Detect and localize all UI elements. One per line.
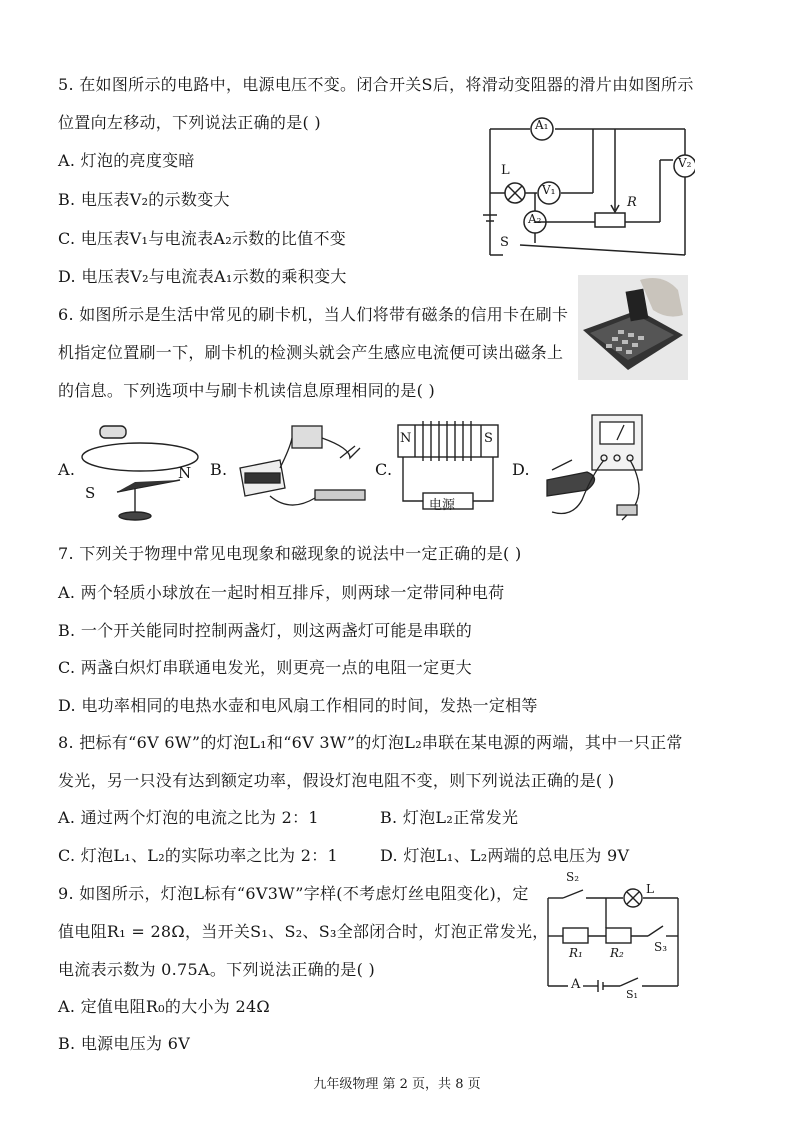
q9-stem-line2: 值电阻R₁ = 28Ω，当开关S₁、S₂、S₃全部闭合时，灯泡正常发光，	[58, 922, 549, 941]
q7-option-a: A. 两个轻质小球放在一起时相互排斥，则两球一定带同种电荷	[58, 583, 505, 602]
voltmeter-v2-label: V₂	[678, 156, 692, 170]
switch-s-label: S	[500, 235, 509, 250]
q9-switch-s2-label: S₂	[566, 870, 580, 884]
q7-option-d: D. 电功率相同的电热水壶和电风扇工作相同的时间，发热一定相等	[58, 696, 538, 715]
q9-switch-s3-label: S₃	[654, 940, 668, 954]
rheostat-r-label: R	[627, 195, 637, 210]
q6-stem-line3: 的信息。下列选项中与刷卡机读信息原理相同的是( )	[58, 381, 436, 400]
q7-option-b: B. 一个开关能同时控制两盏灯，则这两盏灯可能是串联的	[58, 621, 473, 640]
q9-r1-label: R₁	[569, 946, 583, 960]
q7-option-c: C. 两盏白炽灯串联通电发光，则更亮一点的电阻一定更大	[58, 658, 472, 677]
page-footer: 九年级物理 第 2 页，共 8 页	[313, 1077, 481, 1092]
q6a-n-label: N	[178, 464, 192, 482]
q8-option-c: C. 灯泡L₁、L₂的实际功率之比为 2：1	[58, 846, 338, 865]
ammeter-a1-label: A₁	[535, 118, 549, 132]
ammeter-a2-label: A₂	[528, 212, 542, 226]
q5-option-a: A. 灯泡的亮度变暗	[58, 151, 195, 170]
q8-stem-line1: 8. 把标有“6V 6W”的灯泡L₁和“6V 3W”的灯泡L₂串联在某电源的两端，其中一只正常	[58, 733, 683, 752]
q6-figure-d-generator	[532, 410, 657, 525]
q6-choice-c: C.	[375, 460, 393, 479]
voltmeter-v1-label: V₁	[542, 183, 556, 197]
q9-lamp-l-label: L	[646, 882, 654, 896]
q5-stem-line1: 5. 在如图所示的电路中，电源电压不变。闭合开关S后，将滑动变阻器的滑片由如图所示	[58, 75, 694, 94]
q6c-power-source-label: 电源	[429, 498, 456, 513]
q7-stem: 7. 下列关于物理中常见电现象和磁现象的说法中一定正确的是( )	[58, 544, 522, 563]
q5-option-c: C. 电压表V₁与电流表A₂示数的比值不变	[58, 229, 347, 248]
q9-switch-s1-label: S₁	[626, 988, 638, 1001]
q8-option-a: A. 通过两个灯泡的电流之比为 2：1	[58, 808, 319, 827]
q6a-s-label: S	[85, 484, 96, 502]
q9-stem-line3: 电流表示数为 0.75A。下列说法正确的是( )	[58, 960, 376, 979]
q6c-s-label: S	[484, 431, 493, 446]
q5-option-b: B. 电压表V₂的示数变大	[58, 190, 230, 209]
q5-circuit-diagram	[475, 115, 695, 267]
q9-r2-label: R₂	[610, 946, 624, 960]
q6c-n-label: N	[400, 431, 412, 446]
q9-option-a: A. 定值电阻R₀的大小为 24Ω	[58, 997, 270, 1016]
q6-figure-b-motor	[230, 418, 380, 518]
q9-ammeter-label: A	[571, 977, 581, 992]
q5-stem-line2: 位置向左移动，下列说法正确的是( )	[58, 113, 321, 132]
q5-option-d: D. 电压表V₂与电流表A₁示数的乘积变大	[58, 267, 347, 286]
q8-option-d: D. 灯泡L₁、L₂两端的总电压为 9V	[380, 846, 630, 865]
card-reader-photo	[578, 275, 688, 380]
q9-option-b: B. 电源电压为 6V	[58, 1034, 191, 1053]
q6-figure-a-oersted	[75, 412, 200, 524]
q6-choice-a: A.	[58, 460, 76, 479]
q8-stem-line2: 发光，另一只没有达到额定功率，假设灯泡电阻不变，则下列说法正确的是( )	[58, 771, 615, 790]
lamp-l-label: L	[501, 163, 510, 178]
q9-stem-line1: 9. 如图所示，灯泡L标有“6V3W”字样(不考虑灯丝电阻变化)，定	[58, 884, 529, 903]
q6-figure-c-electromagnet	[393, 413, 503, 520]
q8-option-b: B. 灯泡L₂正常发光	[380, 808, 519, 827]
q9-circuit-diagram	[538, 868, 688, 1001]
q6-choice-d: D.	[512, 460, 530, 479]
q6-choice-b: B.	[210, 460, 228, 479]
q6-stem-line2: 机指定位置刷一下，刷卡机的检测头就会产生感应电流便可读出磁条上	[58, 343, 564, 362]
q6-stem-line1: 6. 如图所示是生活中常见的刷卡机，当人们将带有磁条的信用卡在刷卡	[58, 305, 569, 324]
